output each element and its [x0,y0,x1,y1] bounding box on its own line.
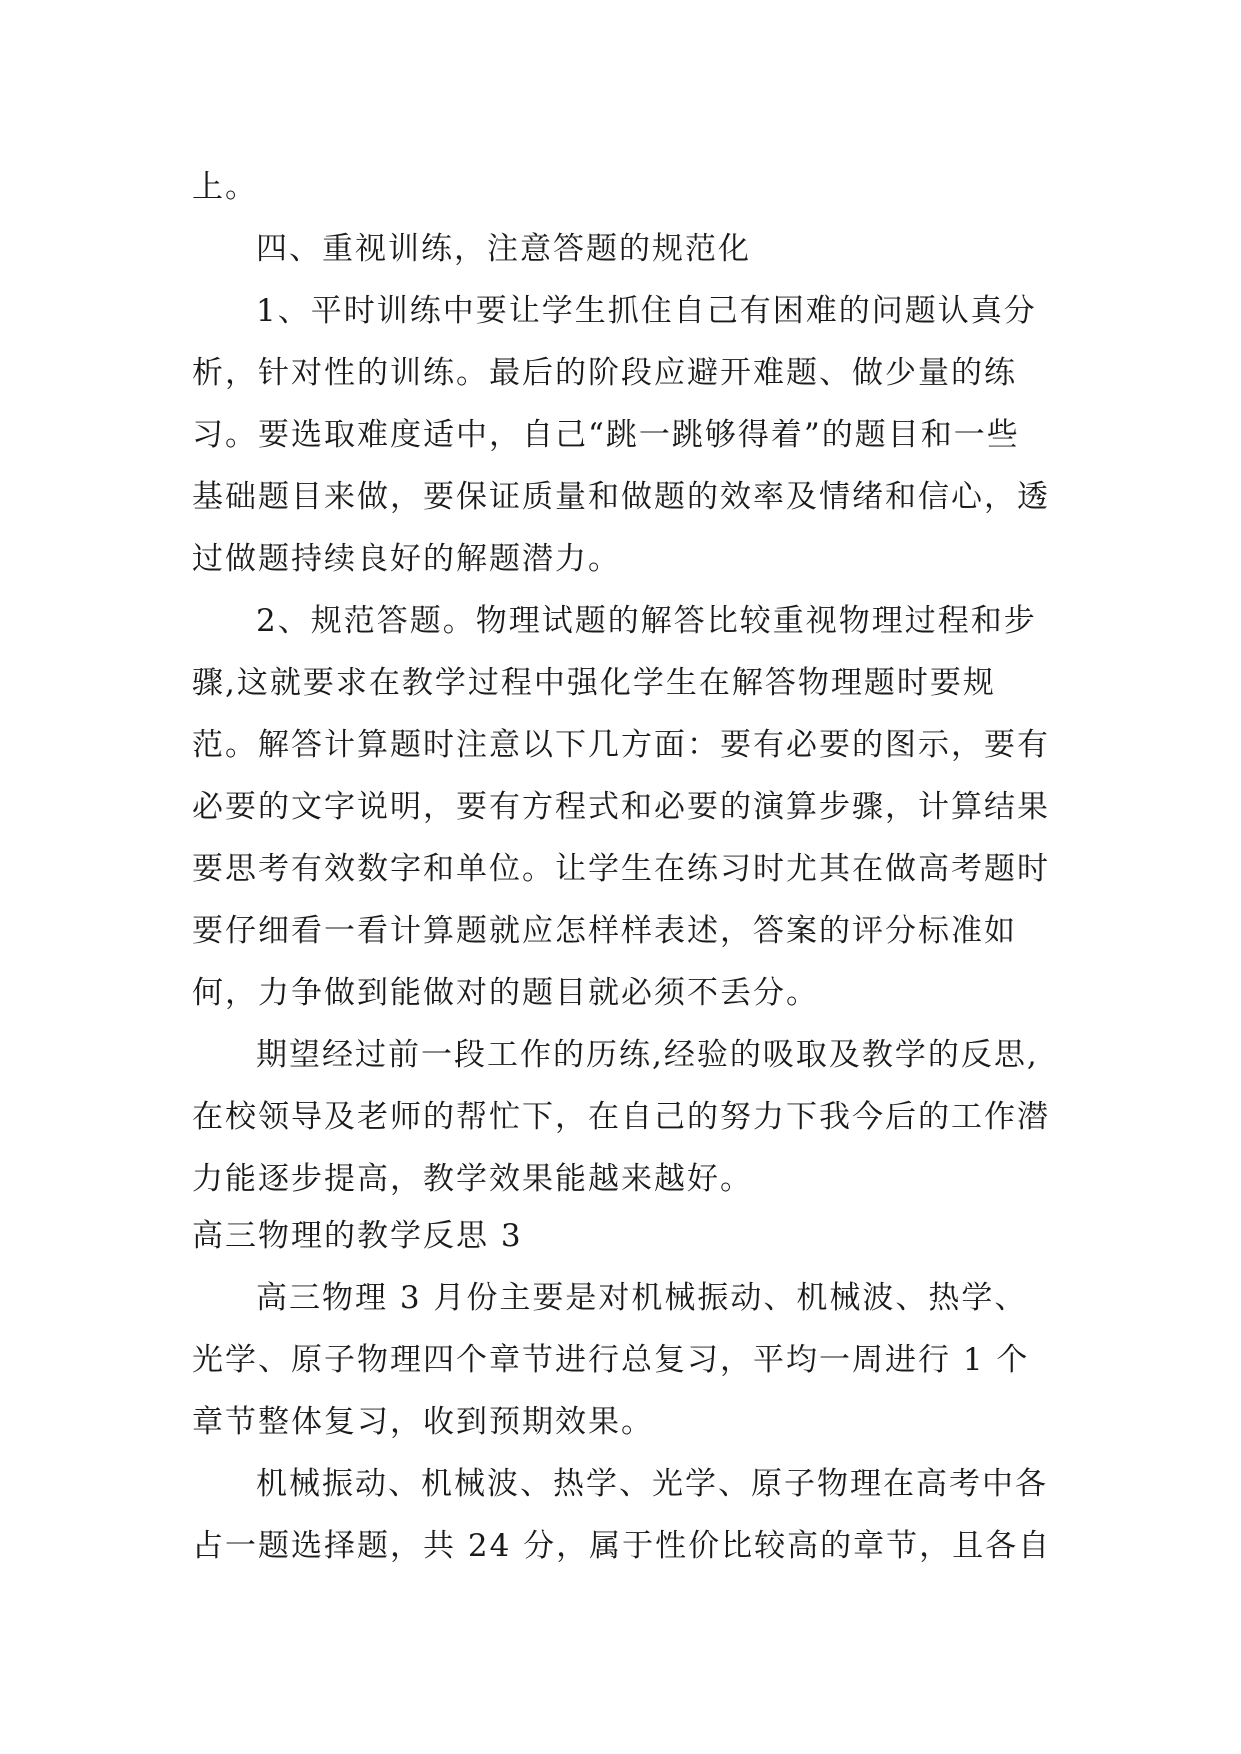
paragraph: 期望经过前一段工作的历练,经验的吸取及教学的反思,在校领导及老师的帮忙下，在自己的努力下我今后的工作潜力能逐步提高，教学效果能越来越好。 [192,1037,1050,1197]
paragraph: 1、平时训练中要让学生抓住自己有困难的问题认真分析，针对性的训练。最后的阶段应避开难题、做少量的练习。要选取难度适中，自己“跳一跳够得着”的题目和一些基础题目来做，要保证质量和做题的效率及情绪和信心，透过做题持续良好的解题潜力。 [192,293,1050,577]
paragraph: 上。 [192,169,258,205]
body-text-top [192,156,1052,1210]
paragraph: 高三物理 3 月份主要是对机械振动、机械波、热学、光学、原子物理四个章节进行总复习，平均一周进行 1 个章节整体复习，收到预期效果。 [192,1280,1030,1440]
section-title: 高三物理的教学反思 3 [192,1218,523,1254]
section-heading: 四、重视训练，注意答题的规范化 [256,231,751,267]
paragraph: 2、规范答题。物理试题的解答比较重视物理过程和步骤,这就要求在教学过程中强化学生在解答物理题时要规范。解答计算题时注意以下几方面：要有必要的图示，要有必要的文字说明，要有方程式和必要的演算步骤，计算结果要思考有效数字和单位。让学生在练习时尤其在做高考题时要仔细看一看计算题就应怎样样表述，答案的评分标准如何，力争做到能做对的题目就必须不丢分。 [192,603,1050,1011]
paragraph: 机械振动、机械波、热学、光学、原子物理在高考中各占一题选择题，共 24 分，属于性价比较高的章节，且各自 [192,1466,1052,1564]
body-text-bottom [192,1205,1052,1577]
